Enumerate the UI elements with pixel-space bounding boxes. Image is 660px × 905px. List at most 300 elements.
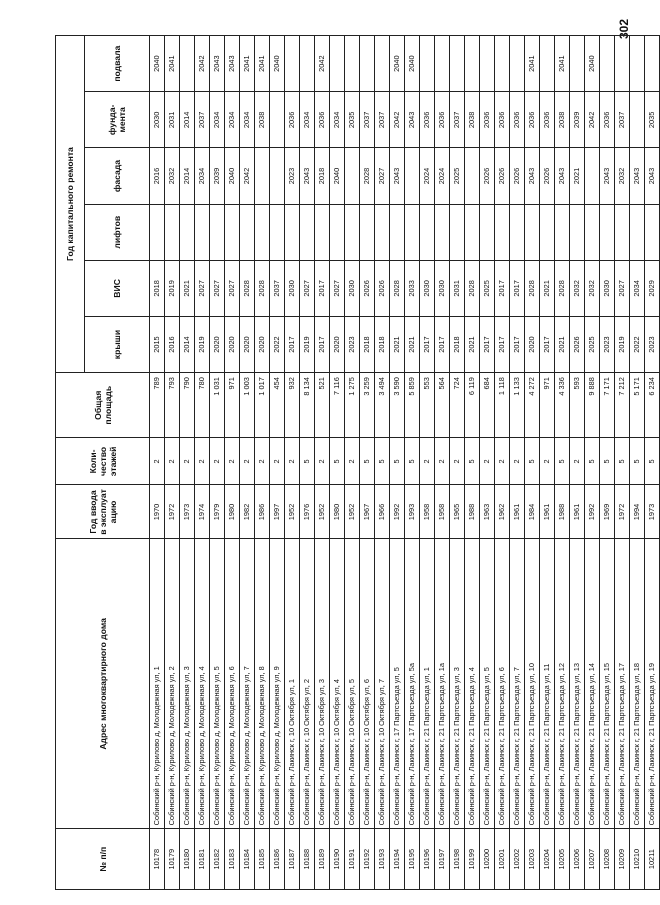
cell-area: 3 259 (360, 373, 375, 438)
cell-facade: 2025 (450, 148, 465, 204)
cell-num: 10192 (360, 829, 375, 890)
table-row (315, 36, 330, 890)
cell-roof: 2017 (285, 316, 300, 372)
cell-address: Собинский р-н, Курилово д, Молодежная ул, 1 (150, 539, 165, 829)
table-row (150, 36, 165, 890)
cell-vis: 2028 (390, 260, 405, 316)
cell-area: 7 171 (600, 373, 615, 438)
cell-facade: 2026 (480, 148, 495, 204)
cell-area: 971 (540, 373, 555, 438)
cell-facade: 2040 (225, 148, 240, 204)
cell-basement (330, 36, 345, 92)
cell-basement (435, 36, 450, 92)
cell-year: 1973 (180, 485, 195, 539)
cell-lifts (360, 204, 375, 260)
table-row (165, 36, 180, 890)
page-number: 302 (616, 18, 631, 40)
cell-floors: 5 (330, 438, 345, 485)
cell-num: 10199 (465, 829, 480, 890)
cell-year: 1961 (540, 485, 555, 539)
cell-basement (375, 36, 390, 92)
cell-area: 724 (450, 373, 465, 438)
cell-basement (285, 36, 300, 92)
cell-basement (615, 36, 630, 92)
cell-basement: 2041 (240, 36, 255, 92)
cell-lifts (270, 204, 285, 260)
cell-num: 10204 (540, 829, 555, 890)
cell-address: Собинский р-н, Лакинск г, 10 Октября ул, 2 (300, 539, 315, 829)
cell-facade (345, 148, 360, 204)
cell-basement: 2041 (525, 36, 540, 92)
cell-basement: 2041 (555, 36, 570, 92)
cell-area: 4 336 (555, 373, 570, 438)
header-repair-group: Год капитального ремонта (56, 36, 85, 373)
cell-foundation: 2034 (210, 92, 225, 148)
cell-year: 1973 (645, 485, 660, 539)
table-body (150, 36, 660, 890)
cell-num: 10185 (255, 829, 270, 890)
table-row (420, 36, 435, 890)
cell-num: 10186 (270, 829, 285, 890)
cell-roof: 2017 (510, 316, 525, 372)
cell-vis: 2027 (210, 260, 225, 316)
cell-lifts (435, 204, 450, 260)
cell-year: 1979 (210, 485, 225, 539)
cell-lifts (630, 204, 645, 260)
cell-address: Собинский р-н, Курилово д, Молодежная ул, 3 (180, 539, 195, 829)
cell-roof: 2023 (645, 316, 660, 372)
cell-vis: 2033 (405, 260, 420, 316)
table-row (285, 36, 300, 890)
cell-lifts (165, 204, 180, 260)
cell-vis: 2017 (510, 260, 525, 316)
cell-facade: 2042 (240, 148, 255, 204)
cell-num: 10197 (435, 829, 450, 890)
cell-basement (600, 36, 615, 92)
cell-address: Собинский р-н, Лакинск г, 10 Октября ул, 5 (345, 539, 360, 829)
cell-lifts (600, 204, 615, 260)
table-row (180, 36, 195, 890)
cell-year: 1972 (165, 485, 180, 539)
cell-year: 1958 (420, 485, 435, 539)
cell-roof: 2017 (315, 316, 330, 372)
cell-vis: 2027 (615, 260, 630, 316)
cell-floors: 2 (540, 438, 555, 485)
cell-roof: 2020 (525, 316, 540, 372)
cell-year: 1994 (630, 485, 645, 539)
cell-facade: 2018 (315, 148, 330, 204)
table-row (465, 36, 480, 890)
cell-floors: 2 (495, 438, 510, 485)
cell-foundation: 2042 (390, 92, 405, 148)
cell-address: Собинский р-н, Курилово д, Молодежная ул, 9 (270, 539, 285, 829)
cell-vis: 2017 (315, 260, 330, 316)
cell-address: Собинский р-н, Лакинск г, 10 Октября ул, 7 (375, 539, 390, 829)
cell-foundation: 2030 (150, 92, 165, 148)
cell-foundation: 2037 (195, 92, 210, 148)
cell-lifts (465, 204, 480, 260)
header-lifts: лифтов (85, 204, 150, 260)
cell-vis: 2030 (285, 260, 300, 316)
cell-num: 10183 (225, 829, 240, 890)
cell-roof: 2017 (495, 316, 510, 372)
cell-num: 10187 (285, 829, 300, 890)
cell-roof: 2023 (345, 316, 360, 372)
cell-area: 4 272 (525, 373, 540, 438)
cell-year: 1952 (315, 485, 330, 539)
cell-basement: 2043 (210, 36, 225, 92)
cell-year: 1965 (450, 485, 465, 539)
cell-floors: 5 (585, 438, 600, 485)
cell-area: 3 590 (390, 373, 405, 438)
cell-roof: 2017 (480, 316, 495, 372)
table-row (600, 36, 615, 890)
table-row (495, 36, 510, 890)
cell-area: 1 017 (255, 373, 270, 438)
cell-address: Собинский р-н, Лакинск г, 21 Партсъезда ул, 4 (465, 539, 480, 829)
cell-foundation (630, 92, 645, 148)
cell-vis: 2028 (525, 260, 540, 316)
cell-basement: 2041 (255, 36, 270, 92)
cell-year: 1974 (195, 485, 210, 539)
cell-address: Собинский р-н, Лакинск г, 17 Партсъезда ул, 5 (390, 539, 405, 829)
cell-vis: 2027 (195, 260, 210, 316)
cell-address: Собинский р-н, Лакинск г, 21 Партсъезда ул, 1а (435, 539, 450, 829)
cell-roof: 2019 (300, 316, 315, 372)
cell-address: Собинский р-н, Лакинск г, 10 Октября ул, 1 (285, 539, 300, 829)
cell-year: 1961 (570, 485, 585, 539)
cell-area: 6 119 (465, 373, 480, 438)
cell-vis: 2031 (450, 260, 465, 316)
cell-lifts (495, 204, 510, 260)
cell-roof: 2016 (165, 316, 180, 372)
cell-floors: 2 (210, 438, 225, 485)
cell-roof: 2020 (225, 316, 240, 372)
cell-year: 1976 (300, 485, 315, 539)
cell-roof: 2018 (360, 316, 375, 372)
cell-area: 790 (180, 373, 195, 438)
cell-facade: 2027 (375, 148, 390, 204)
repair-schedule-table (55, 35, 660, 890)
cell-facade: 2034 (195, 148, 210, 204)
cell-year: 1992 (585, 485, 600, 539)
cell-facade: 2016 (150, 148, 165, 204)
cell-area: 1 133 (510, 373, 525, 438)
cell-year: 1980 (330, 485, 345, 539)
cell-lifts (375, 204, 390, 260)
cell-lifts (255, 204, 270, 260)
cell-year: 1952 (285, 485, 300, 539)
cell-address: Собинский р-н, Лакинск г, 21 Партсъезда ул, 5 (480, 539, 495, 829)
cell-basement (510, 36, 525, 92)
cell-facade: 2032 (165, 148, 180, 204)
cell-roof: 2018 (375, 316, 390, 372)
table-row (360, 36, 375, 890)
header-year: Год ввода в эксплуат ацию (56, 485, 150, 539)
cell-year: 1993 (405, 485, 420, 539)
table-row (390, 36, 405, 890)
cell-address: Собинский р-н, Курилово д, Молодежная ул, 5 (210, 539, 225, 829)
cell-foundation: 2034 (300, 92, 315, 148)
table-row (255, 36, 270, 890)
cell-lifts (540, 204, 555, 260)
cell-floors: 2 (420, 438, 435, 485)
cell-basement: 2040 (585, 36, 600, 92)
cell-facade: 2014 (180, 148, 195, 204)
cell-address: Собинский р-н, Лакинск г, 21 Партсъезда ул, 3 (450, 539, 465, 829)
cell-vis: 2028 (555, 260, 570, 316)
cell-basement: 2043 (225, 36, 240, 92)
cell-foundation: 2037 (360, 92, 375, 148)
cell-roof: 2021 (405, 316, 420, 372)
cell-roof: 2022 (270, 316, 285, 372)
cell-basement: 2040 (270, 36, 285, 92)
cell-lifts (570, 204, 585, 260)
cell-lifts (240, 204, 255, 260)
cell-address: Собинский р-н, Лакинск г, 21 Партсъезда ул, 14 (585, 539, 600, 829)
cell-vis: 2029 (645, 260, 660, 316)
cell-facade: 2043 (630, 148, 645, 204)
cell-floors: 2 (195, 438, 210, 485)
cell-facade: 2043 (390, 148, 405, 204)
cell-facade (255, 148, 270, 204)
header-floors: Коли- чество этажей (56, 438, 150, 485)
cell-vis: 2019 (165, 260, 180, 316)
cell-area: 6 234 (645, 373, 660, 438)
cell-basement: 2041 (165, 36, 180, 92)
cell-floors: 2 (570, 438, 585, 485)
cell-num: 10188 (300, 829, 315, 890)
cell-facade: 2024 (420, 148, 435, 204)
cell-roof: 2021 (390, 316, 405, 372)
cell-floors: 5 (360, 438, 375, 485)
cell-facade: 2039 (210, 148, 225, 204)
cell-year: 1967 (360, 485, 375, 539)
cell-foundation: 2034 (330, 92, 345, 148)
cell-vis: 2025 (480, 260, 495, 316)
cell-basement (540, 36, 555, 92)
cell-area: 564 (435, 373, 450, 438)
cell-roof: 2020 (240, 316, 255, 372)
cell-roof: 2026 (570, 316, 585, 372)
cell-lifts (285, 204, 300, 260)
cell-num: 10200 (480, 829, 495, 890)
cell-foundation: 2036 (540, 92, 555, 148)
cell-area: 9 888 (585, 373, 600, 438)
table-row (645, 36, 660, 890)
cell-address: Собинский р-н, Лакинск г, 21 Партсъезда ул, 18 (630, 539, 645, 829)
cell-lifts (210, 204, 225, 260)
cell-address: Собинский р-н, Лакинск г, 21 Партсъезда ул, 6 (495, 539, 510, 829)
cell-basement (450, 36, 465, 92)
cell-num: 10211 (645, 829, 660, 890)
header-area: Общая площадь (56, 373, 150, 438)
cell-lifts (645, 204, 660, 260)
cell-basement (480, 36, 495, 92)
cell-floors: 2 (180, 438, 195, 485)
cell-vis: 2037 (270, 260, 285, 316)
cell-roof: 2014 (180, 316, 195, 372)
cell-year: 1958 (435, 485, 450, 539)
cell-address: Собинский р-н, Лакинск г, 21 Партсъезда ул, 1 (420, 539, 435, 829)
cell-floors: 2 (225, 438, 240, 485)
cell-foundation: 2038 (255, 92, 270, 148)
cell-vis: 2030 (345, 260, 360, 316)
cell-floors: 2 (165, 438, 180, 485)
cell-basement (465, 36, 480, 92)
cell-facade: 2023 (285, 148, 300, 204)
cell-lifts (195, 204, 210, 260)
cell-foundation: 2036 (600, 92, 615, 148)
table-row (570, 36, 585, 890)
cell-address: Собинский р-н, Курилово д, Молодежная ул, 6 (225, 539, 240, 829)
cell-roof: 2021 (465, 316, 480, 372)
cell-num: 10194 (390, 829, 405, 890)
cell-vis: 2018 (150, 260, 165, 316)
cell-foundation: 2043 (405, 92, 420, 148)
cell-floors: 2 (315, 438, 330, 485)
cell-vis: 2026 (375, 260, 390, 316)
table-row (375, 36, 390, 890)
cell-num: 10210 (630, 829, 645, 890)
cell-floors: 5 (525, 438, 540, 485)
cell-basement (645, 36, 660, 92)
cell-foundation: 2037 (375, 92, 390, 148)
cell-floors: 2 (435, 438, 450, 485)
cell-floors: 5 (465, 438, 480, 485)
table-row (345, 36, 360, 890)
table-row (450, 36, 465, 890)
cell-facade: 2028 (360, 148, 375, 204)
table-row (300, 36, 315, 890)
table-row (270, 36, 285, 890)
cell-basement: 2040 (405, 36, 420, 92)
cell-num: 10191 (345, 829, 360, 890)
cell-facade: 2043 (555, 148, 570, 204)
table-row (330, 36, 345, 890)
cell-floors: 5 (405, 438, 420, 485)
rotated-table-container (55, 35, 656, 890)
cell-vis: 2027 (300, 260, 315, 316)
cell-floors: 5 (375, 438, 390, 485)
cell-num: 10207 (585, 829, 600, 890)
cell-year: 1962 (495, 485, 510, 539)
cell-foundation: 2037 (615, 92, 630, 148)
cell-floors: 2 (240, 438, 255, 485)
cell-address: Собинский р-н, Лакинск г, 21 Партсъезда ул, 13 (570, 539, 585, 829)
cell-num: 10201 (495, 829, 510, 890)
cell-year: 1952 (345, 485, 360, 539)
cell-foundation: 2036 (420, 92, 435, 148)
cell-num: 10193 (375, 829, 390, 890)
cell-floors: 2 (450, 438, 465, 485)
cell-num: 10202 (510, 829, 525, 890)
cell-basement (345, 36, 360, 92)
cell-vis: 2027 (225, 260, 240, 316)
cell-foundation: 2038 (555, 92, 570, 148)
cell-facade: 2026 (495, 148, 510, 204)
cell-lifts (390, 204, 405, 260)
cell-year: 1970 (150, 485, 165, 539)
cell-basement: 2042 (195, 36, 210, 92)
cell-floors: 2 (480, 438, 495, 485)
cell-floors: 2 (255, 438, 270, 485)
cell-facade: 2043 (300, 148, 315, 204)
cell-area: 454 (270, 373, 285, 438)
cell-lifts (525, 204, 540, 260)
cell-year: 1992 (390, 485, 405, 539)
cell-address: Собинский р-н, Курилово д, Молодежная ул, 4 (195, 539, 210, 829)
cell-floors: 2 (285, 438, 300, 485)
cell-roof: 2017 (420, 316, 435, 372)
cell-address: Собинский р-н, Лакинск г, 21 Партсъезда ул, 7 (510, 539, 525, 829)
cell-area: 8 134 (300, 373, 315, 438)
cell-basement: 2040 (150, 36, 165, 92)
cell-facade (270, 148, 285, 204)
cell-lifts (405, 204, 420, 260)
cell-roof: 2019 (615, 316, 630, 372)
cell-address: Собинский р-н, Курилово д, Молодежная ул, 8 (255, 539, 270, 829)
header-vis: ВИС (85, 260, 150, 316)
cell-foundation: 2037 (450, 92, 465, 148)
table-row (225, 36, 240, 890)
cell-roof: 2019 (195, 316, 210, 372)
cell-facade: 2032 (615, 148, 630, 204)
cell-year: 1961 (510, 485, 525, 539)
cell-lifts (300, 204, 315, 260)
table-row (615, 36, 630, 890)
cell-num: 10208 (600, 829, 615, 890)
cell-roof: 2020 (330, 316, 345, 372)
cell-area: 5 171 (630, 373, 645, 438)
cell-foundation: 2034 (225, 92, 240, 148)
cell-year: 1982 (240, 485, 255, 539)
cell-address: Собинский р-н, Лакинск г, 21 Партсъезда ул, 17 (615, 539, 630, 829)
header-address: Адрес многоквартирного дома (56, 539, 150, 829)
cell-address: Собинский р-н, Курилово д, Молодежная ул, 7 (240, 539, 255, 829)
cell-foundation: 2035 (645, 92, 660, 148)
cell-area: 780 (195, 373, 210, 438)
cell-year: 1986 (255, 485, 270, 539)
cell-floors: 5 (300, 438, 315, 485)
cell-address: Собинский р-н, Курилово д, Молодежная ул, 2 (165, 539, 180, 829)
cell-facade: 2040 (330, 148, 345, 204)
cell-year: 1972 (615, 485, 630, 539)
cell-roof: 2021 (555, 316, 570, 372)
cell-vis: 2028 (240, 260, 255, 316)
cell-foundation: 2036 (315, 92, 330, 148)
cell-floors: 2 (270, 438, 285, 485)
cell-vis: 2032 (570, 260, 585, 316)
cell-area: 1 118 (495, 373, 510, 438)
cell-num: 10198 (450, 829, 465, 890)
cell-facade (585, 148, 600, 204)
cell-roof: 2022 (630, 316, 645, 372)
cell-address: Собинский р-н, Лакинск г, 10 Октября ул, 6 (360, 539, 375, 829)
header-facade: фасада (85, 148, 150, 204)
cell-vis: 2034 (630, 260, 645, 316)
table-row (480, 36, 495, 890)
cell-basement (300, 36, 315, 92)
cell-address: Собинский р-н, Лакинск г, 17 Партсъезда ул, 5а (405, 539, 420, 829)
cell-basement (495, 36, 510, 92)
cell-address: Собинский р-н, Лакинск г, 21 Партсъезда ул, 19 (645, 539, 660, 829)
cell-num: 10196 (420, 829, 435, 890)
cell-foundation (270, 92, 285, 148)
cell-floors: 2 (345, 438, 360, 485)
cell-year: 1969 (600, 485, 615, 539)
header-basement: подвала (85, 36, 150, 92)
